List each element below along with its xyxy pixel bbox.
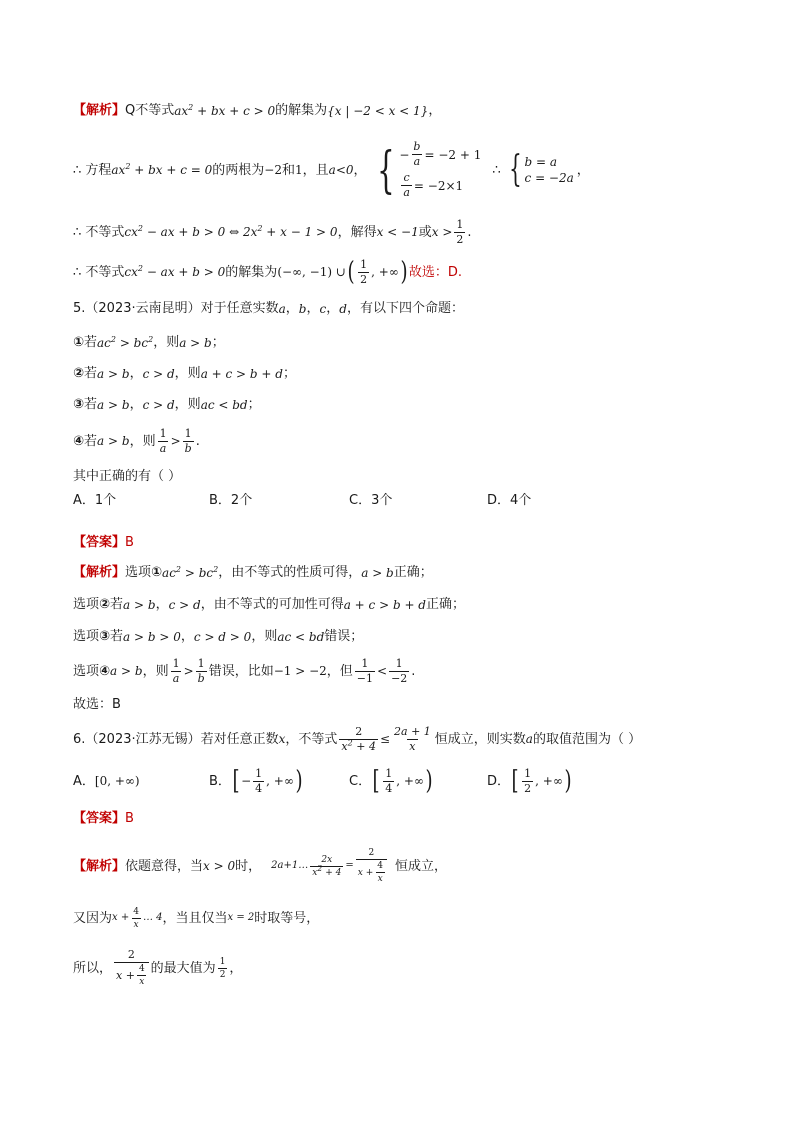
option-c: C．3个 (349, 492, 393, 508)
text: 的解集为 (275, 103, 328, 118)
q6-stem: 6.（2023·江苏无锡）若对任意正数 x ，不等式 $\frac{2}{x^2 + 4}$ ≤ $\frac{2a + 1}{x}$ 恒成立，则实数 a 的取值范围为（ ） (73, 724, 642, 753)
option-d: D． [ $\frac{1}{2}$ , +∞ ) (487, 766, 572, 796)
text: 的解集为 (225, 264, 278, 280)
math-root: 1 (295, 163, 303, 177)
q5-ask: 其中正确的有（ ） (73, 469, 182, 484)
q4-solution-line-1: 【解析】 Q不等式 $ax^2$ + bx + c > 0 的解集为 {x | −2 < x < 1} ， (73, 102, 442, 118)
q5-proposition-3: ③ 若 a > b ， c > d ，则 ac < bd ； (73, 397, 261, 412)
math-equation: $ax^2$ + bx + c = 0 (111, 162, 213, 177)
text: ∴ 方程 (73, 162, 112, 178)
text: ，有以下四个命题： (346, 301, 464, 316)
solution-tag: 【解析】 (73, 103, 126, 118)
q4-solution-line-3: ∴ 不等式 $cx^2$ − ax + b > 0 ⇔ $2x^2 + x - 1 > 0$ ，解得 x < −1 或 x > $\frac{1}{2}$ . (73, 217, 472, 246)
math-condition: a<0 (328, 163, 354, 177)
text: 故选：D. (408, 264, 463, 280)
option-a: A．1个 (73, 492, 117, 508)
option-a: A． [0, +∞) (73, 773, 140, 789)
q5-proposition-1: ① 若 $ac^2 > bc^2$ ，则 a > b ； (73, 334, 225, 350)
math-interval: (−∞, −1) ∪ (277, 265, 346, 279)
option-c: C． [ $\frac{1}{4}$ , +∞ ) (349, 766, 433, 796)
math-inequality: $ax^2$ + bx + c > 0 (174, 102, 276, 118)
option-b: B． [ − $\frac{1}{4}$ , +∞ ) (209, 766, 303, 796)
q4-solution-line-2: ∴ 方程 $ax^2$ + bx + c = 0 的两根为 −2 和 1 ，且 a<0 ， { − $\frac{b}{a}$ = −2 + 1 $\frac{c}{a}$ = −2×1 ∴ { b = a c = −2a ， (73, 140, 590, 199)
text: ∴ 不等式 (73, 224, 125, 240)
text: 5.（2023·云南昆明）对于任意实数 (73, 301, 279, 316)
q5-stem: 5.（2023·云南昆明）对于任意实数 a ， b ， c ， d ，有以下四个命题： (73, 301, 464, 316)
option-d: D．4个 (487, 492, 532, 508)
q4-solution-line-4: ∴ 不等式 $cx^2$ − ax + b > 0 的解集为 (−∞, −1) ∪ ( $\frac{1}{2}$ , +∞ ) 故选：D. (73, 257, 463, 287)
text: 和 (282, 162, 296, 178)
q5-solution-4: 选项 ④ a > b ，则 $\frac{1}{a}$ > $\frac{1}{b}$ 错误，比如 −1 > −2 ，但 $\frac{1}{-1}$ < $\frac{1}{-2}$ . (73, 656, 416, 685)
q5-proposition-4: ④ 若 a > b ，则 $\frac{1}{a}$ > $\frac{1}{b}$ . (73, 426, 200, 455)
brace: { (508, 149, 522, 190)
text: ，且 (302, 162, 329, 178)
q6-solution-2: 又因为 x + $\frac{4}{x}$ … 4 ，当且仅当 x = 2 时取等号， (73, 906, 320, 930)
text: 的两根为 (212, 162, 265, 178)
option-b: B．2个 (209, 492, 253, 508)
text: ，解得 (337, 224, 377, 240)
q6-solution-3: 所以， 2 x + $\frac{4}{x}$ 的最大值为 $\frac{1}{2}$ ， (73, 948, 243, 987)
text: Q不等式 (125, 103, 175, 118)
text: 或 (418, 224, 432, 240)
q6-options (73, 766, 734, 796)
brace: { (376, 141, 395, 199)
result-system: { b = a c = −2a (508, 149, 574, 190)
math-solution-set: {x | −2 < x < 1} (327, 103, 429, 118)
text: ∴ (492, 162, 501, 178)
q5-proposition-2: ② 若 a > b ， c > d ，则 a + c > b + d ； (73, 366, 296, 381)
q5-solution-2: 选项 ② 若 a > b ， c > d ，由不等式的可加性可得 a + c > b + d 正确； (73, 597, 466, 612)
q5-conclusion: 故选：B (73, 697, 121, 712)
q6-solution-1: 【解析】 依题意得，当 x > 0 时， 2a+1… $\frac{2x}{x^2 + 4}$ = 2 x + $\frac{4}{x}$ 恒成立， (73, 848, 448, 884)
math-root: −2 (264, 163, 282, 177)
vieta-system: { − $\frac{b}{a}$ = −2 + 1 $\frac{c}{a}$ = −2×1 (376, 140, 482, 199)
text: ， (353, 162, 367, 178)
q5-solution-3: 选项 ③ 若 a > b > 0 ， c > d > 0 ，则 ac < bd 错误； (73, 629, 364, 644)
math-inequality: $cx^2$ − ax + b > 0 ⇔ $2x^2 + x - 1 > 0$ (124, 224, 338, 239)
math-result: x > (431, 225, 453, 239)
q5-answer: 【答案】 B (73, 535, 134, 550)
text: ∴ 不等式 (73, 264, 125, 280)
q5-solution-1: 【解析】 选项 ① $ac^2 > bc^2$ ，由不等式的性质可得， a > b 正确； (73, 564, 433, 580)
math-result: x < −1 (376, 225, 419, 239)
q6-answer: 【答案】 B (73, 811, 134, 826)
math-inequality: $cx^2$ − ax + b > 0 (124, 264, 226, 279)
